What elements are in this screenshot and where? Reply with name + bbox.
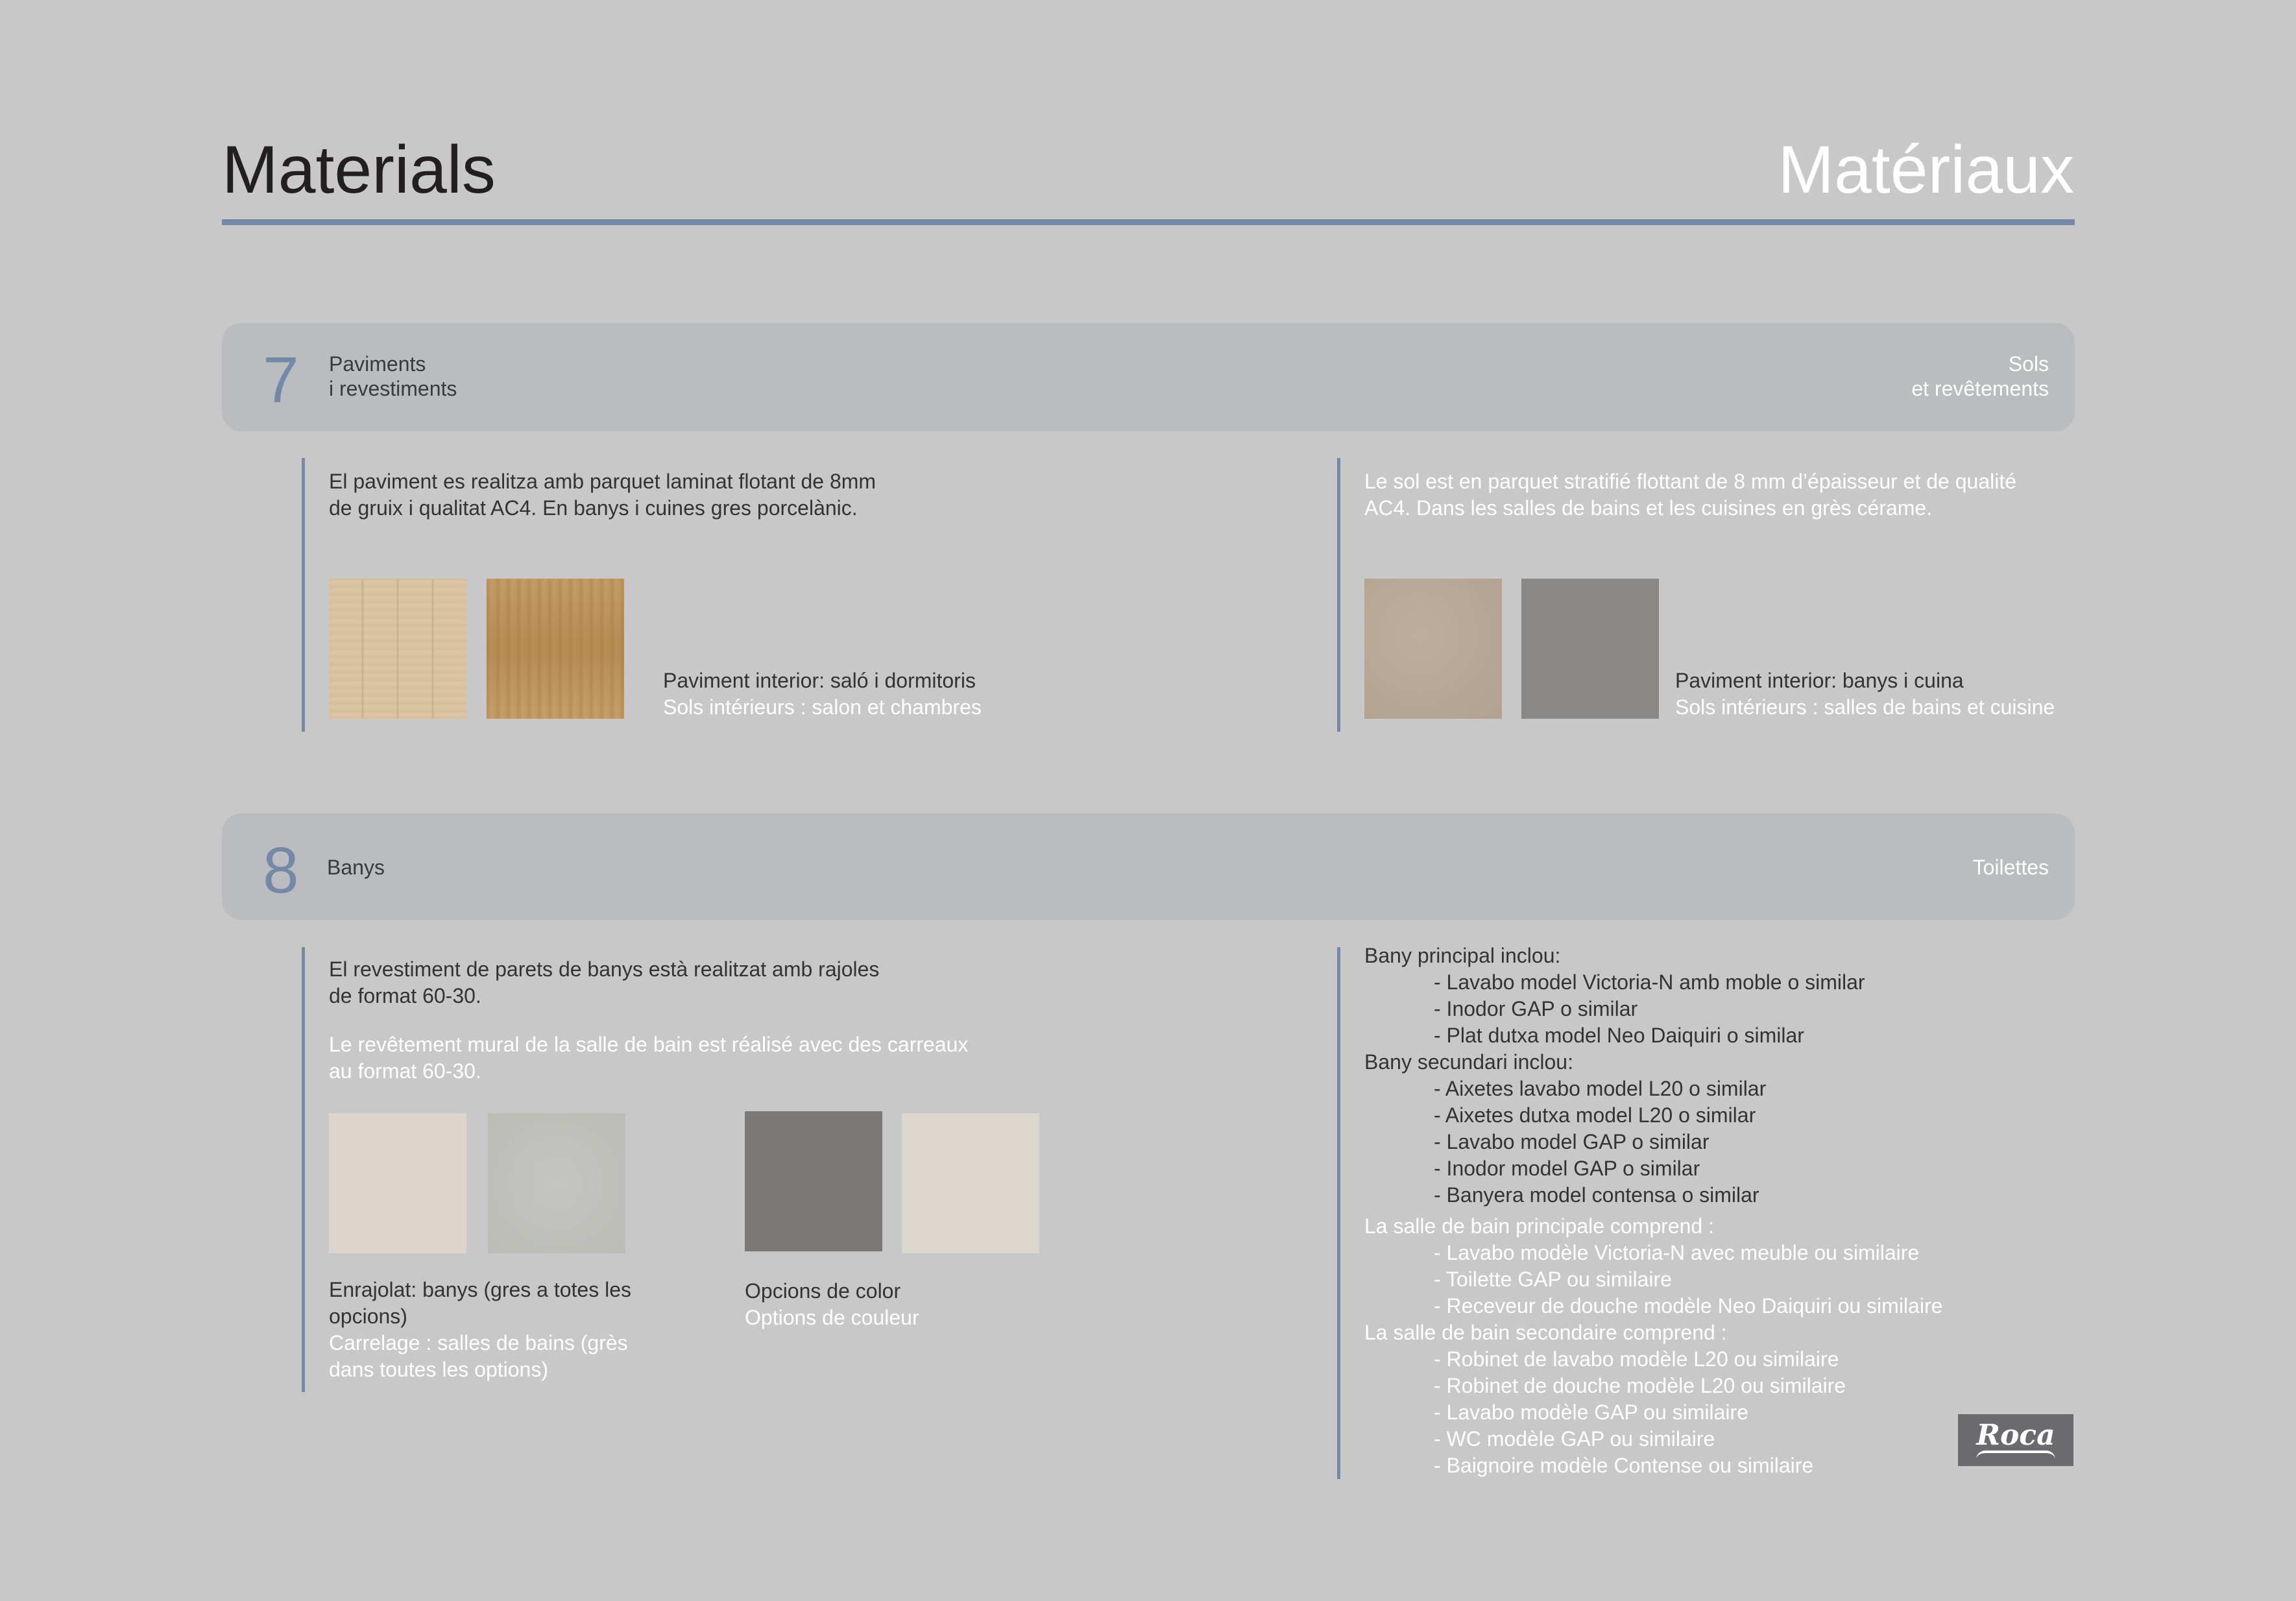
section-8-title-catalan: Banys	[327, 856, 385, 879]
section-7-description-catalan	[329, 468, 876, 522]
section-8-description-french-line2: au format 60-30.	[329, 1059, 481, 1083]
section-7-title-catalan-line2: i revestiments	[329, 377, 457, 400]
caption-tiling-french	[329, 1330, 628, 1383]
bathroom-fixtures-list-catalan	[1364, 943, 1865, 1209]
swatch-cream-color-option	[902, 1113, 1039, 1253]
section-7-description-catalan-line2: de gruix i qualitat AC4. En banys i cuines gres porcelànic.	[329, 496, 858, 520]
fixtures-catalan-list-item: - Aixetes lavabo model L20 o similar	[1434, 1077, 1767, 1100]
fixtures-french-list-item: - WC modèle GAP ou similaire	[1434, 1427, 1715, 1451]
section-8-title-french: Toilettes	[1972, 856, 2049, 879]
swatch-cream-wall-tile	[329, 1113, 466, 1253]
section-8-right-rule	[1337, 947, 1340, 1479]
caption-living-bedrooms-french: Sols intérieurs : salon et chambres	[663, 695, 982, 719]
section-7-title-french-line1: Sols	[2008, 352, 2049, 376]
roca-logo-text: Roca	[1976, 1419, 2055, 1452]
section-8-description-french-line1: Le revêtement mural de la salle de bain est réalisé avec des carreaux	[329, 1033, 969, 1056]
section-8-left-rule	[302, 947, 305, 1392]
caption-color-options-french: Options de couleur	[745, 1306, 919, 1329]
section-7-right-rule	[1337, 458, 1340, 732]
fixtures-catalan-list-item: - Aixetes dutxa model L20 o similar	[1434, 1103, 1756, 1127]
title-underline	[222, 219, 2075, 225]
section-7-title-french-line2: et revêtements	[1911, 377, 2049, 400]
roca-logo	[1958, 1414, 2073, 1466]
section-7-number: 7	[263, 344, 299, 416]
swatch-beige-porcelain	[1364, 579, 1502, 719]
caption-tiling-catalan-line1: Enrajolat: banys (gres a totes les	[329, 1278, 632, 1301]
fixtures-catalan-list-item: - Lavabo model GAP o similar	[1434, 1130, 1710, 1153]
fixtures-catalan-list-item: - Inodor GAP o similar	[1434, 997, 1638, 1020]
fixtures-french-list-item: - Toilette GAP ou similaire	[1434, 1268, 1672, 1291]
fixtures-catalan-list-item: - Banyera model contensa o similar	[1434, 1183, 1759, 1207]
swatch-dark-grey-color-option	[745, 1111, 882, 1251]
caption-tiling-catalan-line2: opcions)	[329, 1305, 407, 1328]
section-8-description-french	[329, 1031, 968, 1085]
caption-color-options-catalan: Opcions de color	[745, 1279, 901, 1303]
fixtures-catalan-list-item: Bany principal inclou:	[1364, 944, 1561, 967]
section-7-header-band	[222, 323, 2075, 431]
fixtures-french-list-item: La salle de bain secondaire comprend :	[1364, 1321, 1727, 1344]
section-7-description-french-line1: Le sol est en parquet stratifié flottant de 8 mm d’épaisseur et de qualité	[1364, 470, 2017, 493]
fixtures-catalan-list-item: - Inodor model GAP o similar	[1434, 1157, 1700, 1180]
page-title-catalan: Materials	[222, 132, 496, 208]
swatch-light-oak-parquet	[329, 579, 466, 719]
caption-bath-kitchen-french: Sols intérieurs : salles de bains et cuisine	[1675, 695, 2055, 719]
swatch-oak-parquet	[487, 579, 624, 719]
fixtures-catalan-list-item: Bany secundari inclou:	[1364, 1050, 1573, 1074]
bathroom-fixtures-list-french	[1364, 1213, 1942, 1479]
fixtures-french-list-item: - Lavabo modèle GAP ou similaire	[1434, 1401, 1748, 1424]
fixtures-french-list-item: La salle de bain principale comprend :	[1364, 1214, 1714, 1238]
section-7-description-catalan-line1: El paviment es realitza amb parquet laminat flotant de 8mm	[329, 470, 876, 493]
fixtures-catalan-list-item: - Lavabo model Victoria-N amb moble o similar	[1434, 970, 1865, 994]
section-8-description-catalan	[329, 956, 879, 1009]
swatch-light-grey-wall-tile	[488, 1113, 625, 1253]
section-8-description-catalan-line1: El revestiment de parets de banys està realitzat amb rajoles	[329, 957, 880, 981]
roca-logo-wave-icon	[1976, 1451, 2055, 1460]
section-7-title-catalan-line1: Paviments	[329, 352, 426, 376]
caption-tiling-catalan	[329, 1277, 631, 1330]
section-7-left-rule	[302, 458, 305, 732]
page-title-french: Matériaux	[1778, 132, 2074, 208]
caption-tiling-french-line1: Carrelage : salles de bains (grès	[329, 1331, 628, 1354]
fixtures-french-list-item: - Baignoire modèle Contense ou similaire	[1434, 1454, 1814, 1477]
swatch-grey-porcelain	[1521, 579, 1659, 719]
fixtures-french-list-item: - Robinet de lavabo modèle L20 ou similaire	[1434, 1347, 1839, 1371]
caption-bath-kitchen-catalan: Paviment interior: banys i cuina	[1675, 669, 1964, 692]
section-7-description-french-line2: AC4. Dans les salles de bains et les cuisines en grès cérame.	[1364, 496, 1933, 520]
fixtures-french-list-item: - Receveur de douche modèle Neo Daiquiri ou similaire	[1434, 1294, 1943, 1318]
fixtures-french-list-item: - Lavabo modèle Victoria-N avec meuble ou similaire	[1434, 1241, 1920, 1264]
section-7-title-catalan	[329, 352, 457, 401]
section-8-number: 8	[263, 834, 299, 907]
caption-living-bedrooms-catalan: Paviment interior: saló i dormitoris	[663, 669, 976, 692]
section-7-title-french	[1911, 352, 2049, 401]
section-7-description-french	[1364, 468, 2016, 522]
fixtures-catalan-list-item: - Plat dutxa model Neo Daiquiri o similar	[1434, 1024, 1804, 1047]
fixtures-french-list-item: - Robinet de douche modèle L20 ou similaire	[1434, 1374, 1846, 1397]
section-8-description-catalan-line2: de format 60-30.	[329, 984, 481, 1007]
caption-tiling-french-line2: dans toutes les options)	[329, 1358, 548, 1381]
section-8-header-band	[222, 813, 2075, 920]
